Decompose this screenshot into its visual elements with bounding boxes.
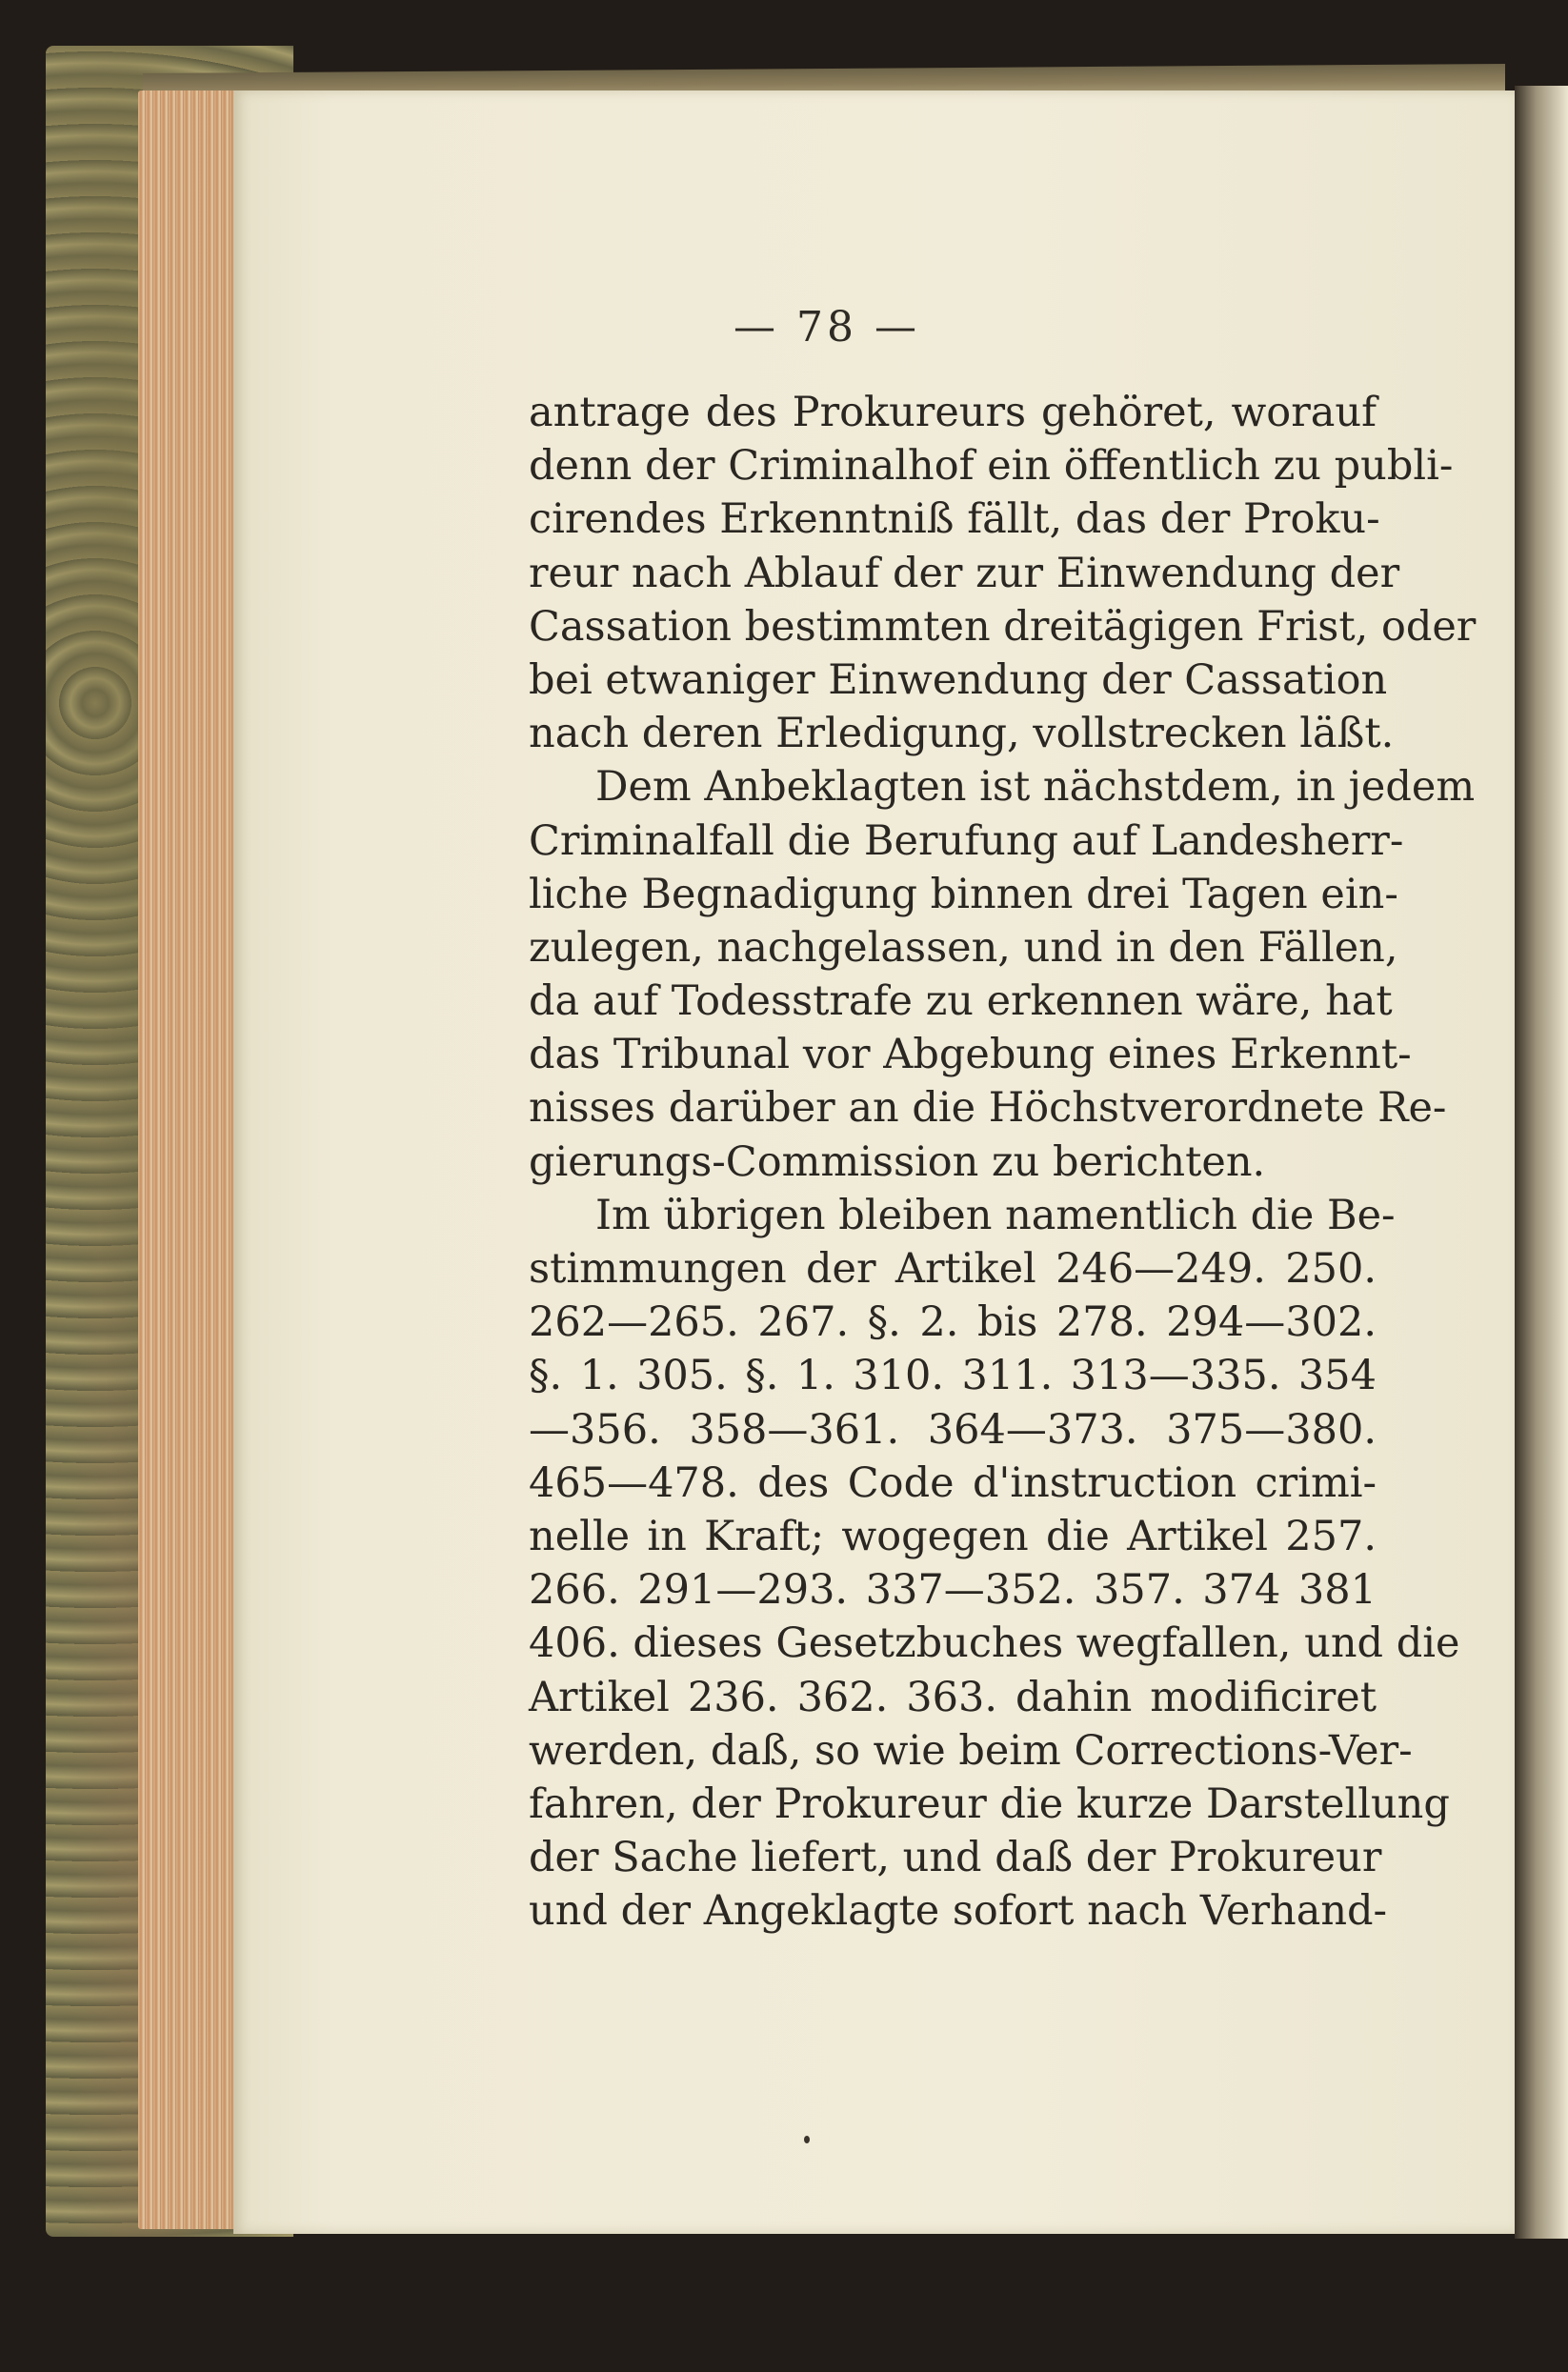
page-body-text [529, 386, 1477, 1938]
text-line: Criminalfall die Berufung auf Landesherr- [529, 816, 1404, 865]
text-line: nelle in Kraft; wogegen die Artikel 257. [529, 1512, 1377, 1560]
next-page-edge [1515, 86, 1568, 2239]
ink-speck [804, 2136, 810, 2143]
text-line: stimmungen der Artikel 246—249. 250. [529, 1245, 1377, 1293]
text-line: da auf Todesstrafe zu erkennen wäre, hat [529, 977, 1393, 1026]
text-line: cirendes Erkenntniß fällt, das der Proku- [529, 495, 1380, 544]
text-line: §. 1. 305. §. 1. 310. 311. 313—335. 354 [529, 1352, 1377, 1400]
text-line: fahren, der Prokureur die kurze Darstellung [529, 1779, 1450, 1828]
text-line: 465—478. des Code d'instruction crimi- [529, 1458, 1377, 1507]
text-line: 266. 291—293. 337—352. 357. 374 381 [529, 1566, 1377, 1615]
text-line: gierungs-Commission zu berichten. [529, 1137, 1266, 1186]
text-line: Im übrigen bleiben namentlich die Be- [595, 1191, 1396, 1239]
text-line: liche Begnadigung binnen drei Tagen ein- [529, 870, 1398, 918]
page-number: — 78 — [734, 303, 920, 352]
text-line: 406. dieses Gesetzbuches wegfallen, und die [529, 1619, 1460, 1668]
text-line: zulegen, nachgelassen, und in den Fällen, [529, 923, 1398, 972]
text-line: 262—265. 267. §. 2. bis 278. 294—302. [529, 1298, 1377, 1347]
text-line: das Tribunal vor Abgebung eines Erkennt- [529, 1031, 1412, 1079]
text-line: Cassation bestimmten dreitägigen Frist, oder [529, 602, 1477, 651]
text-line: Artikel 236. 362. 363. dahin modificiret [529, 1673, 1377, 1721]
text-line: bei etwaniger Einwendung der Cassation [529, 655, 1388, 704]
text-line: und der Angeklagte sofort nach Verhand- [529, 1887, 1388, 1936]
text-line: werden, daß, so wie beim Corrections-Ver- [529, 1726, 1413, 1775]
text-line: denn der Criminalhof ein öffentlich zu publi- [529, 442, 1454, 491]
text-line: nisses darüber an die Höchstverordnete Re- [529, 1084, 1447, 1133]
page-edges [138, 90, 243, 2229]
text-line: nach deren Erledigung, vollstrecken läßt. [529, 710, 1395, 758]
text-line: der Sache liefert, und daß der Prokureur [529, 1834, 1382, 1882]
text-line: reur nach Ablauf der zur Einwendung der [529, 549, 1400, 597]
text-line: Dem Anbeklagten ist nächstdem, in jedem [595, 763, 1476, 812]
text-line: antrage des Prokureurs gehöret, worauf [529, 389, 1377, 436]
text-line: —356. 358—361. 364—373. 375—380. [529, 1405, 1377, 1454]
